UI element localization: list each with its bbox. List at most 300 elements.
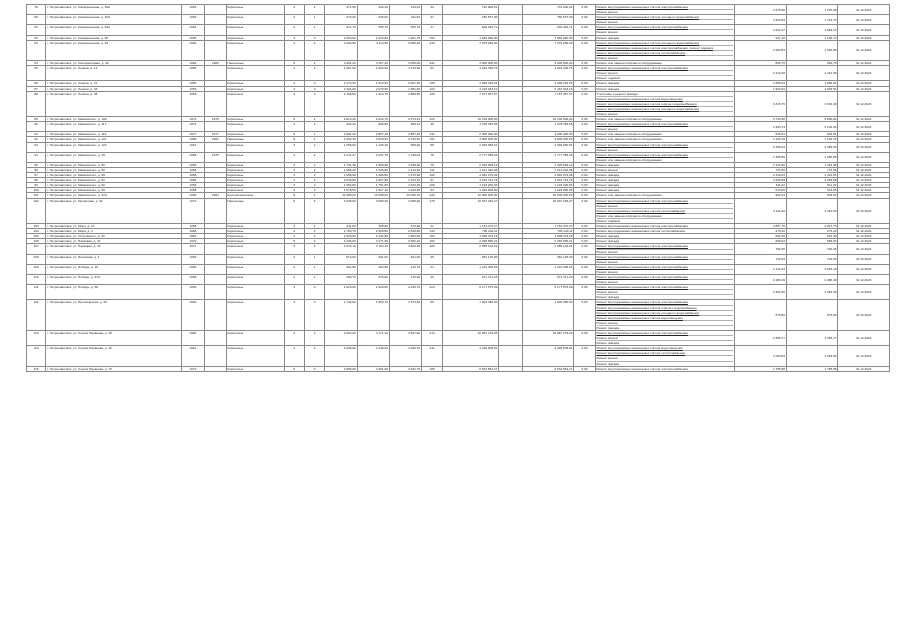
work-item: Ремонт фасада — [596, 35, 620, 40]
cell-entrances: 4 — [304, 346, 324, 366]
cell-entrances: 1 — [304, 117, 324, 122]
cell-no: 100 — [27, 188, 46, 193]
cell-total-cost: 10 937 293,27 — [443, 198, 499, 223]
work-item: Ремонт внутридомовых инженерных систем холодного водоснабжения — [597, 15, 734, 20]
cell-works — [595, 66, 735, 81]
cell-cost-per-sqm: 646,81 — [735, 132, 787, 137]
cell-entrances: 4 — [304, 331, 324, 346]
cell-other-funds: 1 241 040,96 — [522, 168, 574, 173]
cell-total-cost: 7 157 367,57 — [443, 91, 499, 116]
cell-total-cost: 10 987 279,26 — [443, 331, 499, 346]
cell-year-built: 1959 — [181, 183, 205, 188]
work-item: Ремонт крыши — [596, 30, 618, 35]
cell-total-area: 2 046,80 — [325, 178, 357, 183]
work-item: Ремонт внутридомовых инженерных систем электроснабжения — [597, 244, 734, 249]
cell-total-area: 2 326,60 — [325, 234, 357, 239]
cell-no: 106 — [27, 239, 46, 244]
cell-wall-material: Кирпичные — [226, 162, 284, 167]
cell-total-cost: 7 979 250,00 — [443, 40, 499, 60]
cell-year-built: 1959 — [181, 15, 205, 25]
cell-total-cost: 1 193 200,94 — [443, 183, 499, 188]
cell-year-reconstruction — [205, 15, 226, 25]
cell-total-area: 3 436,60 — [325, 239, 357, 244]
cell-residents: 97 — [421, 178, 442, 183]
cell-residential-area: 1 913,90 — [357, 81, 389, 86]
cell-residents: 21 — [421, 264, 442, 274]
cell-no: 95 — [27, 162, 46, 167]
cell-floors: 4 — [284, 229, 304, 234]
cell-limit-per-sqm: 2 486,49 — [786, 274, 838, 284]
cell-other-funds: 2 993 960,51 — [522, 142, 574, 152]
cell-floors: 3 — [284, 300, 304, 331]
table-row — [27, 244, 890, 254]
cell-residents: 21 — [421, 224, 442, 229]
work-item: Ремонт крыши — [596, 127, 618, 132]
cell-no: 112 — [27, 300, 46, 331]
cell-residents: 211 — [421, 346, 442, 366]
cell-entrances: 1 — [304, 5, 324, 15]
cell-wall-material: Кирпичные — [226, 178, 284, 183]
cell-floors: 9 — [284, 117, 304, 122]
cell-total-area: 4 076,10 — [325, 244, 357, 254]
cell-no: 80 — [27, 15, 46, 25]
cell-year-reconstruction: 1981 — [205, 137, 226, 142]
cell-address: г. Петропавловск, ул. Кооперативная, д. 46 — [46, 61, 181, 66]
work-item: Ремонт или замена лифтового оборудования — [596, 61, 662, 66]
cell-total-area: 2 813,40 — [325, 117, 357, 122]
cell-year-built: 1964 — [181, 25, 205, 35]
cell-address: г. Петропавловск, ул. Ленина, д. 31 — [46, 81, 181, 86]
cell-other-funds: 1 978 384,55 — [522, 122, 574, 132]
cell-living-area: 3 907,80 — [389, 331, 421, 346]
cell-residents: 213 — [421, 331, 442, 346]
cell-other-funds: 4 022 396,76 — [522, 66, 574, 81]
cell-entrances: 1 — [304, 25, 324, 35]
cell-address: г. Петропавловск, ул. Маяковского, д. 82 — [46, 168, 181, 173]
cell-entrances: 1 — [304, 132, 324, 137]
cell-own-funds — [499, 331, 523, 346]
cell-reserve: 0,00 — [574, 168, 595, 173]
work-item: Ремонт крыши — [596, 55, 618, 60]
cell-living-area: 2 573,23 — [389, 117, 421, 122]
work-item: Ремонт фасада — [596, 173, 620, 178]
cell-deadline: 31.12.2023 — [838, 61, 890, 66]
cell-total-cost: 765 240,11 — [443, 229, 499, 234]
cell-total-cost: 4 416 943,10 — [443, 86, 499, 91]
cell-limit-per-sqm: 2 385,63 — [786, 142, 838, 152]
cell-other-funds: 2 325 099,13 — [522, 162, 574, 167]
cell-living-area: 1 573,50 — [389, 300, 421, 331]
work-item: Ремонт крыши — [597, 356, 734, 361]
cell-limit-per-sqm: 731,66 — [786, 168, 838, 173]
cell-total-area: 1 678,50 — [325, 188, 357, 193]
cell-address: г. Петропавловск, ул. Сергея Муканова, д. 70 — [46, 366, 181, 371]
cell-living-area: 1 748,03 — [389, 152, 421, 162]
cell-no: 102 — [27, 198, 46, 223]
work-item: Ремонт крыши — [596, 259, 618, 264]
cell-works — [595, 366, 735, 371]
cell-living-area: 491,00 — [389, 254, 421, 264]
cell-other-funds: 4 616 742,76 — [522, 178, 574, 183]
cell-residents: 58 — [421, 142, 442, 152]
register-rows — [27, 5, 890, 372]
table-row — [27, 122, 890, 132]
cell-total-cost: 1 003 390,60 — [443, 300, 499, 331]
cell-works — [595, 152, 735, 162]
cell-cost-per-sqm: 1 621,07 — [735, 25, 787, 35]
cell-residents: 311 — [421, 132, 442, 137]
cell-floors: 5 — [284, 244, 304, 254]
cell-reserve: 0,00 — [574, 86, 595, 91]
cell-reserve: 0,00 — [574, 162, 595, 167]
cell-works — [595, 25, 735, 35]
cell-own-funds — [499, 15, 523, 25]
cell-total-cost: 1 164 470,37 — [443, 224, 499, 229]
cell-other-funds: 1 164 470,37 — [522, 224, 574, 229]
cell-cost-per-sqm: 1 603,83 — [735, 15, 787, 25]
cell-total-area: 1 742,60 — [325, 300, 357, 331]
cell-total-area: 474,20 — [325, 15, 357, 25]
cell-entrances: 1 — [304, 193, 324, 198]
cell-total-cost: 4 616 742,76 — [443, 178, 499, 183]
cell-limit-per-sqm: 5 830,84 — [786, 117, 838, 122]
cell-wall-material: Кирпичные — [226, 35, 284, 40]
cell-floors: 3 — [284, 188, 304, 193]
cell-deadline: 31.12.2023 — [838, 137, 890, 142]
cell-total-area: 11 080,00 — [325, 193, 357, 198]
cell-limit-per-sqm: 2 827,75 — [786, 224, 838, 229]
cell-address: г. Петропавловск, ул. Маяковского, д. 119 — [46, 132, 181, 137]
cell-total-area: 2 093,60 — [325, 35, 357, 40]
cell-no: 103 — [27, 224, 46, 229]
cell-address: г. Петропавловск, ул. Коммунальная, д. 54А — [46, 25, 181, 35]
cell-entrances: 4 — [304, 40, 324, 60]
cell-floors: 5 — [284, 198, 304, 223]
table-row — [27, 198, 890, 223]
cell-no: 79 — [27, 5, 46, 15]
cell-own-funds — [499, 198, 523, 223]
cell-cost-per-sqm: 902,53 — [735, 193, 787, 198]
cell-year-built: 1972 — [181, 198, 205, 223]
cell-deadline: 31.12.2023 — [838, 331, 890, 346]
cell-no: 84 — [27, 61, 46, 66]
cell-wall-material: Крупнопанельные — [226, 193, 284, 198]
cell-entrances: 2 — [304, 183, 324, 188]
cell-floors: 9 — [284, 61, 304, 66]
cell-wall-material: Кирпичные — [226, 264, 284, 274]
cell-address: г. Петропавловск, ул. Победы, д. 26 — [46, 264, 181, 274]
cell-other-funds: 2 000 000,00 — [522, 132, 574, 137]
work-item: Ремонт крыши — [596, 111, 618, 116]
work-item: Ремонт фасада — [596, 188, 620, 193]
cell-deadline: 31.12.2023 — [838, 132, 890, 137]
cell-deadline: 31.12.2023 — [838, 264, 890, 274]
cell-total-cost: 742 900,61 — [443, 5, 499, 15]
cell-deadline: 31.12.2023 — [838, 346, 890, 366]
cell-floors: 4 — [284, 66, 304, 81]
cell-other-funds: 10 987 279,26 — [522, 331, 574, 346]
cell-cost-per-sqm: 575,80 — [735, 300, 787, 331]
cell-address: г. Петропавловск, ул. Коммунальная, д. 93 — [46, 40, 181, 60]
cell-total-cost: 3 842 079,46 — [443, 173, 499, 178]
cell-limit-per-sqm: 2 519,18 — [786, 264, 838, 274]
cell-year-reconstruction: 1976 — [205, 117, 226, 122]
cell-own-funds — [499, 91, 523, 116]
cell-year-built: 1959 — [181, 86, 205, 91]
cell-floors: 2 — [284, 15, 304, 25]
cell-limit-per-sqm: 2 356,77 — [786, 331, 838, 346]
work-item: Ремонт фасада — [596, 81, 620, 86]
cell-residents: 189 — [421, 366, 442, 371]
cell-entrances: 2 — [304, 188, 324, 193]
cell-deadline: 31.12.2023 — [838, 183, 890, 188]
cell-no: 107 — [27, 244, 46, 254]
cell-total-area: 501,80 — [325, 264, 357, 274]
cell-deadline: 31.12.2023 — [838, 234, 890, 239]
cell-own-funds — [499, 40, 523, 60]
cell-wall-material: Кирпичные — [226, 15, 284, 25]
cell-total-area: 992,30 — [325, 122, 357, 132]
cell-floors: 4 — [284, 346, 304, 366]
cell-no: 86 — [27, 81, 46, 86]
cell-reserve: 0,00 — [574, 244, 595, 254]
cell-limit-per-sqm: 1 380,89 — [786, 152, 838, 162]
cell-year-built: 1968 — [181, 229, 205, 234]
cell-wall-material: Кирпичные — [226, 40, 284, 60]
cell-no: 111 — [27, 285, 46, 300]
cell-total-cost: 6 177 575,09 — [443, 285, 499, 300]
work-item: Ремонт фасада — [596, 162, 620, 167]
cell-living-area: 311,81 — [389, 15, 421, 25]
cell-residential-area: 376,80 — [357, 274, 389, 284]
cell-entrances: 2 — [304, 168, 324, 173]
cell-deadline: 31.12.2023 — [838, 285, 890, 300]
cell-limit-per-sqm: 2 360,96 — [786, 40, 838, 60]
cell-year-built: 1966 — [181, 168, 205, 173]
work-item: Ремонт внутридомовых инженерных систем водоотведения — [597, 316, 734, 321]
cell-floors: 3 — [284, 122, 304, 132]
table-row — [27, 285, 890, 300]
table-row — [27, 91, 890, 116]
cell-own-funds — [499, 25, 523, 35]
cell-deadline: 31.12.2023 — [838, 173, 890, 178]
cell-total-area: 2 321,60 — [325, 86, 357, 91]
cell-living-area: 376,90 — [389, 224, 421, 229]
work-item: Ремонт крыши — [596, 280, 618, 285]
cell-total-area: 1 731,30 — [325, 162, 357, 167]
table-row — [27, 366, 890, 371]
work-item: Ремонт внутридомовых инженерных систем электроснабжения — [596, 224, 688, 229]
work-item: Ремонт подвала — [596, 76, 621, 81]
cell-year-built: 1976 — [181, 122, 205, 132]
cell-cost-per-sqm: 2 316,03 — [735, 173, 787, 178]
cell-no: 96 — [27, 168, 46, 173]
cell-wall-material: Кирпичные — [226, 285, 284, 300]
cell-wall-material: Кирпичные — [226, 173, 284, 178]
cell-year-built: 1959 — [181, 81, 205, 86]
cell-reserve: 0,00 — [574, 15, 595, 25]
work-item: Ремонт внутридомовых инженерных систем холодного водоснабжения — [597, 311, 734, 316]
work-item: Ремонт крыши — [596, 269, 618, 274]
cell-no: 94 — [27, 152, 46, 162]
work-item: Ремонт крыши — [597, 290, 734, 295]
cell-address: г. Петропавловск, ул. Сергея Муканова, д. 40 — [46, 346, 181, 366]
work-item: Ремонт фасада — [596, 295, 620, 300]
cell-total-area: 3 493,80 — [325, 40, 357, 60]
cell-reserve: 0,00 — [574, 193, 595, 198]
work-item: Ремонт внутридомовых инженерных систем электроснабжения — [597, 5, 734, 10]
cell-living-area: 3 056,00 — [389, 61, 421, 66]
cell-no: 101 — [27, 193, 46, 198]
cell-no: 88 — [27, 91, 46, 116]
cell-no: 115 — [27, 366, 46, 371]
cell-entrances: 2 — [304, 142, 324, 152]
work-item: Ремонт или замена лифтового оборудования — [596, 137, 662, 142]
cell-living-area: 3 062,10 — [389, 239, 421, 244]
cell-other-funds: 6 534 554,27 — [522, 366, 574, 371]
cell-other-funds: 602 493,71 — [522, 25, 574, 35]
cell-year-reconstruction — [205, 300, 226, 331]
cell-residential-area: 1 502,90 — [357, 66, 389, 81]
cell-year-built: 1958 — [181, 274, 205, 284]
cell-other-funds: 1 210 305,63 — [522, 264, 574, 274]
cell-entrances: 1 — [304, 254, 324, 264]
cell-entrances: 4 — [304, 244, 324, 254]
cell-cost-per-sqm: 1 053,83 — [735, 346, 787, 366]
cell-year-built: 1980 — [181, 137, 205, 142]
cell-living-area: 276,90 — [389, 274, 421, 284]
cell-works — [595, 122, 735, 132]
cell-floors: 5 — [284, 239, 304, 244]
cell-other-funds: 765 240,11 — [522, 229, 574, 234]
cell-cost-per-sqm: 700,45 — [735, 244, 787, 254]
work-item: Ремонт внутридомовых инженерных систем электроснабжения, ремонт подвала — [597, 46, 734, 51]
cell-cost-per-sqm: 2 283,83 — [735, 40, 787, 60]
work-item: Ремонт внутридомовых инженерных систем теплоснабжения — [596, 229, 686, 234]
cell-wall-material: Кирпичные — [226, 86, 284, 91]
cell-living-area: 2 001,30 — [389, 81, 421, 86]
cell-living-area: 1 375,90 — [389, 173, 421, 178]
cell-living-area: 968,20 — [389, 142, 421, 152]
cell-living-area: 3 089,20 — [389, 40, 421, 60]
cell-deadline: 31.12.2023 — [838, 300, 890, 331]
table-row — [27, 25, 890, 35]
cell-no: 109 — [27, 264, 46, 274]
cell-year-reconstruction — [205, 91, 226, 116]
cell-year-built: 1958 — [181, 178, 205, 183]
work-item: Ремонт внутридомовых инженерных систем электроснабжения — [597, 300, 734, 305]
cell-wall-material: Кирпичные — [226, 300, 284, 331]
work-item: Ремонт внутридомовых инженерных систем электроснабжения — [597, 285, 734, 290]
cell-limit-per-sqm: 2 412,99 — [786, 66, 838, 81]
cell-residents: 115 — [421, 117, 442, 122]
cell-year-reconstruction — [205, 331, 226, 346]
cell-residential-area: 2 132,90 — [357, 234, 389, 239]
cell-entrances: 3 — [304, 285, 324, 300]
cell-floors: 3 — [284, 234, 304, 239]
cell-address: г. Петропавловск, ул. Победы, д. 58 — [46, 285, 181, 300]
cell-cost-per-sqm: 2 486,49 — [735, 274, 787, 284]
cell-works — [595, 331, 735, 346]
cell-floors: 3 — [284, 183, 304, 188]
cell-year-built: 1963 — [181, 5, 205, 15]
table-row — [27, 274, 890, 284]
table-row — [27, 264, 890, 274]
cell-year-reconstruction — [205, 274, 226, 284]
cell-total-area: 1 667,60 — [325, 66, 357, 81]
cell-limit-per-sqm: 575,80 — [786, 300, 838, 331]
cell-address: г. Петропавловск, ул. Маяковского, д. 79 — [46, 152, 181, 162]
table-row — [27, 152, 890, 162]
cell-own-funds — [499, 285, 523, 300]
cell-total-cost: 1 608 379,15 — [443, 234, 499, 239]
cell-reserve: 0,00 — [574, 300, 595, 331]
cell-limit-per-sqm: 1 886,94 — [786, 81, 838, 86]
cell-year-reconstruction: 1983 — [205, 61, 226, 66]
cell-own-funds — [499, 5, 523, 15]
cell-limit-per-sqm: 3 410,50 — [786, 198, 838, 223]
cell-living-area: 1 413,90 — [389, 168, 421, 173]
work-item: Ремонт крыши — [596, 147, 618, 152]
cell-total-cost: 4 800 000,00 — [443, 137, 499, 142]
work-item: Ремонт внутридомовых инженерных систем теплоснабжения — [597, 51, 734, 56]
cell-total-cost: 2 777 358,33 — [443, 152, 499, 162]
cell-living-area: 1 703,70 — [389, 178, 421, 183]
cell-address: г. Петропавловск, ул. Ленина, д. 33 — [46, 86, 181, 91]
cell-address: г. Петропавловск, ул. Мира, д. 4 — [46, 229, 181, 234]
cell-no: 113 — [27, 331, 46, 346]
cell-wall-material: Панельные — [226, 61, 284, 66]
cell-residents: 124 — [421, 285, 442, 300]
cell-limit-per-sqm: 1 342,98 — [786, 162, 838, 167]
cell-works — [595, 274, 735, 284]
table-row — [27, 142, 890, 152]
cell-works — [595, 15, 735, 25]
cell-residential-area: 3 918,50 — [357, 137, 389, 142]
cell-other-funds: 1 003 390,60 — [522, 300, 574, 331]
cell-year-built: 1966 — [181, 162, 205, 167]
cell-total-area: 411,80 — [325, 224, 357, 229]
cell-reserve: 0,00 — [574, 234, 595, 239]
cell-floors: 2 — [284, 274, 304, 284]
cell-limit-per-sqm: 275,20 — [786, 229, 838, 234]
cell-own-funds — [499, 152, 523, 162]
cell-wall-material: Кирпичные — [226, 274, 284, 284]
cell-year-built: 1961 — [181, 142, 205, 152]
cell-year-reconstruction — [205, 346, 226, 366]
cell-year-built: 1972 — [181, 366, 205, 371]
cell-entrances: 3 — [304, 81, 324, 86]
work-item: Ремонт внутридомовых инженерных систем электроснабжения — [597, 122, 734, 127]
cell-address: г. Петропавловск, ул. Сергея Муканова, д. 38 — [46, 331, 181, 346]
cell-year-reconstruction — [205, 366, 226, 371]
cell-limit-per-sqm: 659,63 — [786, 239, 838, 244]
cell-reserve: 0,00 — [574, 35, 595, 40]
cell-residents: 162 — [421, 239, 442, 244]
cell-reserve: 0,00 — [574, 285, 595, 300]
cell-residents: 25 — [421, 254, 442, 264]
cell-wall-material: Кирпичные — [226, 168, 284, 173]
work-item: Ремонт крыши — [596, 20, 618, 25]
cell-year-reconstruction — [205, 285, 226, 300]
cell-cost-per-sqm: 1 785,88 — [735, 366, 787, 371]
work-item: Ремонт внутридомовых инженерных систем горячего водоснабжения — [597, 102, 734, 107]
cell-no: 91 — [27, 132, 46, 137]
cell-year-reconstruction: 1984 — [205, 193, 226, 198]
cell-address: г. Петропавловск, ул. Ленина, д. 35 — [46, 91, 181, 116]
cell-residents: 20 — [421, 274, 442, 284]
cell-address: г. Петропавловск, ул. Ленина, д. 12 — [46, 66, 181, 81]
